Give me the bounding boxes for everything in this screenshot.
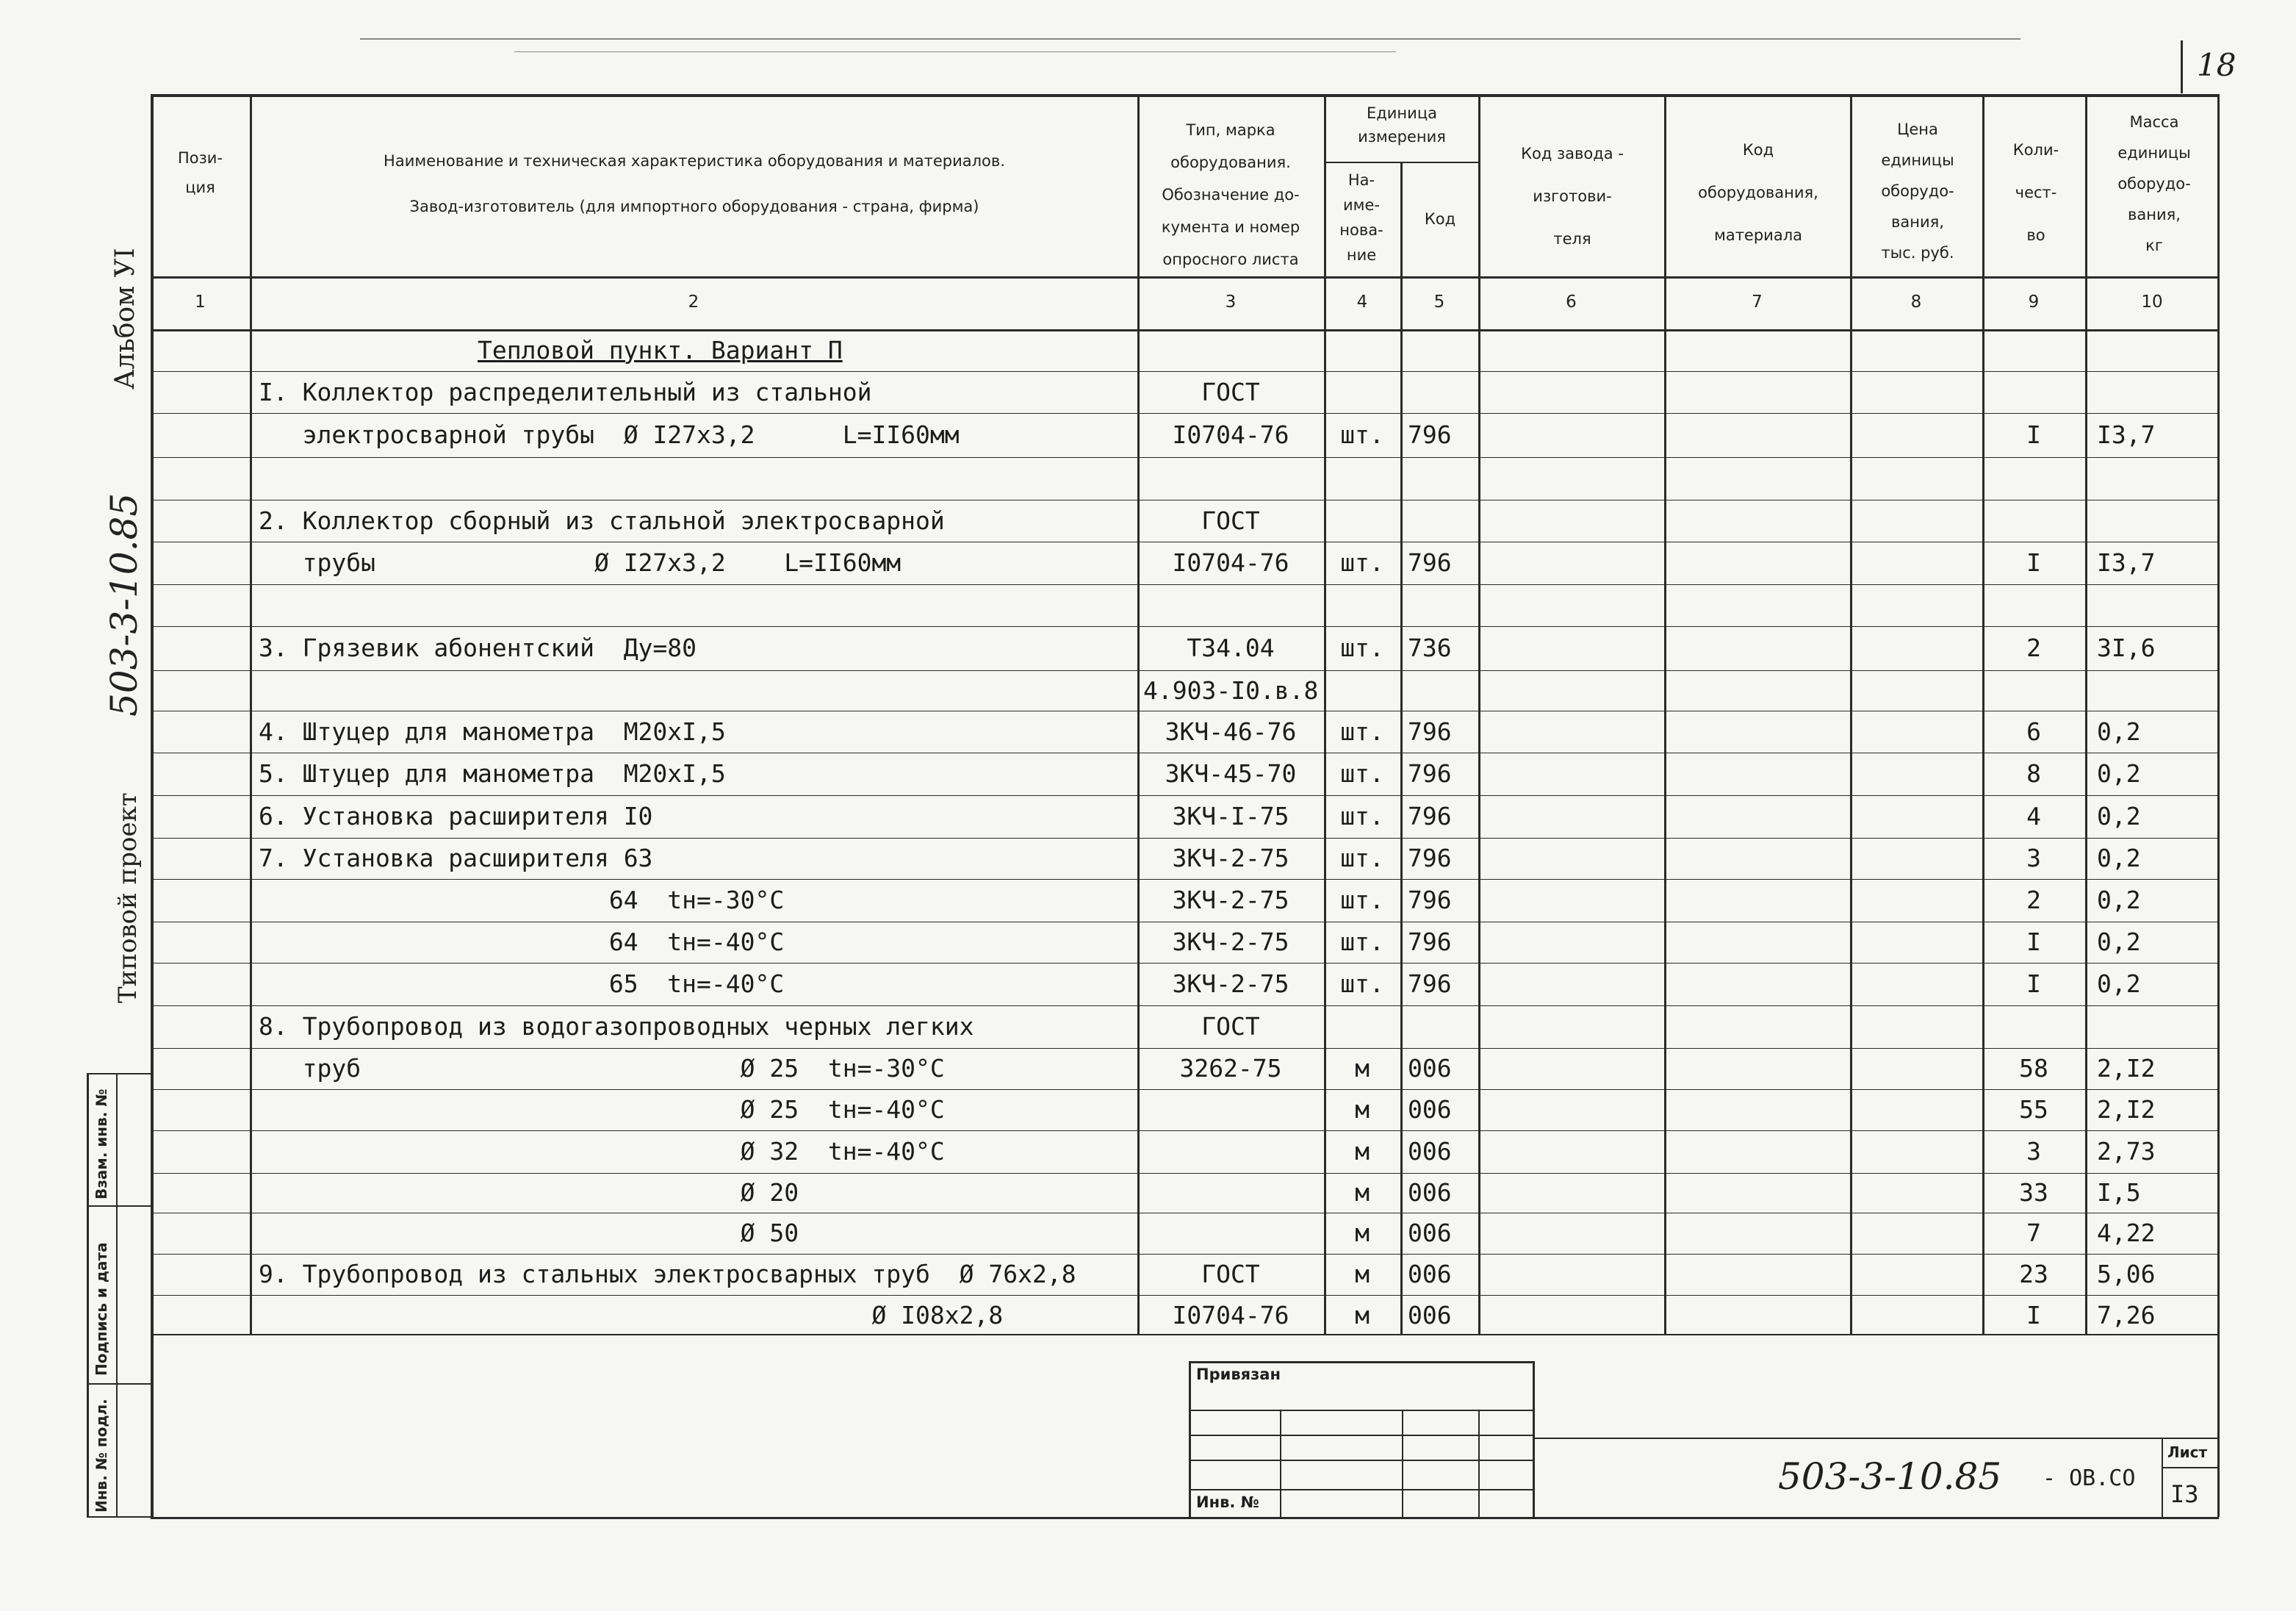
header-number-8: 8	[1910, 293, 1922, 312]
row-name: 9. Трубопровод из стальных электросварных труб Ø 76х2,8	[259, 1260, 1076, 1288]
header-col-type: Тип, марка оборудования. Обозначение до- кумента и номер опросного листа	[1161, 121, 1300, 268]
row-document: 3КЧ-2-75	[1172, 844, 1289, 872]
row-line-23	[151, 1295, 2219, 1296]
row-line-20	[151, 1173, 2219, 1174]
stamp-top	[87, 1073, 151, 1074]
row-quantity: 33	[2019, 1178, 2048, 1207]
stamp-div-2	[87, 1383, 151, 1385]
row-quantity: 55	[2019, 1095, 2048, 1124]
header-number-10: 10	[2141, 293, 2163, 312]
row-unit: м	[1355, 1137, 1370, 1166]
row-mass: 0,2	[2097, 759, 2141, 788]
title-block-v3	[1478, 1410, 1480, 1517]
row-quantity: 3	[2026, 844, 2041, 872]
row-quantity: 3	[2026, 1137, 2041, 1166]
column-line-5	[1478, 94, 1480, 1334]
row-document: 3КЧ-2-75	[1172, 969, 1289, 998]
row-quantity: 58	[2019, 1054, 2048, 1083]
row-name: 7. Установка расширителя 63	[259, 844, 653, 872]
row-unit: м	[1355, 1095, 1370, 1124]
column-line-9	[2085, 94, 2087, 1334]
row-document: ГОСТ	[1201, 377, 1260, 406]
row-name: 4. Штуцер для манометра М20хI,5	[259, 717, 726, 746]
row-document: 3262-75	[1179, 1054, 1282, 1083]
header-number-2: 2	[688, 293, 699, 312]
row-mass: 5,06	[2097, 1260, 2156, 1288]
row-unit: м	[1355, 1260, 1370, 1288]
column-line-1	[250, 94, 252, 1334]
row-unit-code: 006	[1408, 1219, 1452, 1247]
page-number: 18	[2197, 47, 2236, 83]
row-name: 65 tн=-40°С	[259, 969, 785, 998]
row-name: 3. Грязевик абонентский Ду=80	[259, 634, 697, 662]
header-col-name: Наименование и техническая характеристика оборудования и материалов. Завод-изготовитель (для импортного оборудования - страна, фирма)	[384, 152, 1005, 215]
page-number-divider	[2181, 40, 2183, 93]
row-document: I0704-76	[1172, 1301, 1289, 1330]
header-col-unit-code: Код	[1424, 210, 1456, 228]
row-unit: шт.	[1340, 928, 1384, 956]
row-name: I. Коллектор распределительный из стальной	[259, 377, 872, 406]
row-unit-code: 006	[1408, 1054, 1452, 1083]
row-unit: м	[1355, 1054, 1370, 1083]
row-unit-code: 006	[1408, 1095, 1452, 1124]
row-mass: 7,26	[2097, 1301, 2156, 1330]
row-line-12	[151, 838, 2219, 839]
frame-bottom	[151, 1517, 2219, 1519]
row-unit: шт.	[1340, 420, 1384, 449]
header-number-6: 6	[1566, 293, 1577, 312]
row-document: 3КЧ-45-70	[1165, 759, 1297, 788]
row-unit: шт.	[1340, 717, 1384, 746]
row-name: электросварной трубы Ø I27x3,2 L=II60мм	[259, 420, 960, 449]
row-mass: 2,I2	[2097, 1054, 2156, 1083]
doc-code-line	[1534, 1438, 2219, 1439]
header-col-equipment-code: Код оборудования, материала	[1698, 141, 1818, 244]
row-document: Т34.04	[1187, 634, 1275, 662]
row-document: ГОСТ	[1201, 1260, 1260, 1288]
column-line-4	[1400, 162, 1403, 1334]
stamp-vzam-inv: Взам. инв. №	[93, 1088, 110, 1199]
row-line-2	[151, 413, 2219, 414]
stamp-podpis-data: Подпись и дата	[93, 1242, 110, 1376]
row-mass: 2,I2	[2097, 1095, 2156, 1124]
top-decor-line-2	[514, 51, 1396, 52]
row-unit: шт.	[1340, 886, 1384, 914]
row-quantity: 2	[2026, 634, 2041, 662]
row-unit-code: 796	[1408, 969, 1452, 998]
row-unit: м	[1355, 1178, 1370, 1207]
row-mass: 0,2	[2097, 969, 2141, 998]
row-document: ГОСТ	[1201, 506, 1260, 535]
row-mass: I,5	[2097, 1178, 2141, 1207]
title-block-top	[1189, 1361, 1534, 1363]
row-unit-code: 736	[1408, 634, 1452, 662]
header-number-1: 1	[195, 293, 206, 312]
row-document: 3КЧ-2-75	[1172, 886, 1289, 914]
doc-suffix: - ОВ.СО	[2043, 1465, 2136, 1491]
row-unit-code: 796	[1408, 802, 1452, 830]
row-mass: 2,73	[2097, 1137, 2156, 1166]
project-code-side: 503-3-10.85	[103, 492, 145, 717]
title-block-right	[1533, 1361, 1535, 1517]
row-name: 64 tн=-40°С	[259, 928, 785, 956]
header-number-3: 3	[1225, 293, 1237, 312]
column-line-2	[1137, 94, 1140, 1334]
row-name: Ø 20	[259, 1178, 799, 1207]
row-mass: 0,2	[2097, 844, 2141, 872]
row-document: 3КЧ-2-75	[1172, 928, 1289, 956]
row-quantity: 8	[2026, 759, 2041, 788]
header-col-unit: Единица измерения	[1358, 104, 1446, 146]
row-line-18	[151, 1089, 2219, 1090]
header-col-position: Пози- ция	[177, 149, 223, 196]
header-col-quantity: Коли- чест- во	[2012, 141, 2059, 244]
row-line-3	[151, 457, 2219, 458]
row-line-16	[151, 1005, 2219, 1006]
row-name: 2. Коллектор сборный из стальной электросварной	[259, 506, 945, 535]
header-number-7: 7	[1752, 293, 1763, 312]
row-mass: 0,2	[2097, 802, 2141, 830]
row-line-22	[151, 1254, 2219, 1255]
privyazan-label: Привязан	[1196, 1366, 1281, 1383]
row-document: ГОСТ	[1201, 1012, 1260, 1041]
row-quantity: I	[2026, 420, 2041, 449]
sheet-label: Лист	[2167, 1443, 2208, 1461]
row-unit-code: 796	[1408, 886, 1452, 914]
row-line-1	[151, 371, 2219, 372]
row-line-6	[151, 584, 2219, 585]
row-unit-code: 796	[1408, 844, 1452, 872]
row-name: трубы Ø I27x3,2 L=II60мм	[259, 548, 902, 577]
row-quantity: 4	[2026, 802, 2041, 830]
row-name: Ø 50	[259, 1219, 799, 1247]
row-mass: 4,22	[2097, 1219, 2156, 1247]
row-unit-code: 796	[1408, 759, 1452, 788]
header-col-factory-code: Код завода - изготови- теля	[1521, 145, 1624, 248]
section-title: Тепловой пункт. Вариант П	[478, 335, 843, 365]
row-name: 64 tн=-30°С	[259, 886, 785, 914]
sheet-box-left	[2162, 1438, 2163, 1517]
body-bottom-line	[151, 1334, 2219, 1335]
row-quantity: 6	[2026, 717, 2041, 746]
row-name: Ø 32 tн=-40°С	[259, 1137, 945, 1166]
title-block-h4	[1189, 1489, 1534, 1490]
header-col-mass: Масса единицы оборудо- вания, кг	[2117, 113, 2191, 254]
project-type-label: Типовой проект	[113, 792, 143, 1003]
row-mass: 0,2	[2097, 717, 2141, 746]
row-line-7	[151, 626, 2219, 627]
title-block-h1	[1189, 1410, 1534, 1411]
title-block-v2	[1402, 1410, 1403, 1517]
title-block-left	[1189, 1361, 1191, 1517]
title-block-v1	[1280, 1410, 1281, 1517]
stamp-inv-podl: Инв. № подл.	[93, 1399, 110, 1513]
row-unit-code: 006	[1408, 1260, 1452, 1288]
row-unit-code: 796	[1408, 548, 1452, 577]
row-name: Ø I08х2,8	[259, 1301, 1004, 1330]
row-unit-code: 796	[1408, 717, 1452, 746]
header-col-unit-name: На- име- нова- ние	[1339, 171, 1383, 264]
row-unit-code: 796	[1408, 928, 1452, 956]
sheet-number: I3	[2170, 1480, 2199, 1508]
row-mass: 3I,6	[2097, 634, 2156, 662]
row-document: 3КЧ-I-75	[1172, 802, 1289, 830]
row-line-15	[151, 963, 2219, 964]
number-row-bottom-line	[151, 329, 2219, 331]
row-unit-code: 006	[1408, 1178, 1452, 1207]
row-name: 6. Установка расширителя I0	[259, 802, 653, 830]
title-block-h2	[1189, 1435, 1534, 1436]
row-quantity: I	[2026, 928, 2041, 956]
row-name: 5. Штуцер для манометра М20хI,5	[259, 759, 726, 788]
header-number-4: 4	[1356, 293, 1368, 312]
row-quantity: 7	[2026, 1219, 2041, 1247]
row-document: I0704-76	[1172, 420, 1289, 449]
row-unit: м	[1355, 1219, 1370, 1247]
header-number-5: 5	[1433, 293, 1445, 312]
row-quantity: I	[2026, 1301, 2041, 1330]
row-mass: I3,7	[2097, 548, 2156, 577]
row-mass: 0,2	[2097, 928, 2141, 956]
row-unit-code: 006	[1408, 1137, 1452, 1166]
row-name: 8. Трубопровод из водогазопроводных черных легких	[259, 1012, 974, 1041]
row-unit: шт.	[1340, 969, 1384, 998]
stamp-div-1	[87, 1205, 151, 1207]
row-document: I0704-76	[1172, 548, 1289, 577]
title-block-h3	[1189, 1460, 1534, 1461]
row-line-8	[151, 670, 2219, 671]
row-unit: шт.	[1340, 844, 1384, 872]
row-unit: шт.	[1340, 548, 1384, 577]
header-number-9: 9	[2028, 293, 2040, 312]
header-col-price: Цена единицы оборудо- вания, тыс. руб.	[1881, 121, 1954, 262]
row-quantity: I	[2026, 969, 2041, 998]
frame-top	[151, 94, 2219, 97]
row-name: труб Ø 25 tн=-30°С	[259, 1054, 945, 1083]
row-unit-code: 796	[1408, 420, 1452, 449]
doc-code: 503-3-10.85	[1778, 1455, 2002, 1498]
row-mass: 0,2	[2097, 886, 2141, 914]
stamp-bottom	[87, 1516, 151, 1518]
row-unit: м	[1355, 1301, 1370, 1330]
row-name: Ø 25 tн=-40°С	[259, 1095, 945, 1124]
row-line-11	[151, 795, 2219, 796]
header-bottom-line	[151, 276, 2219, 279]
top-decor-line	[360, 38, 2020, 40]
column-line-6	[1664, 94, 1666, 1334]
sheet-box-mid	[2162, 1467, 2219, 1468]
row-unit-code: 006	[1408, 1301, 1452, 1330]
row-unit: шт.	[1340, 634, 1384, 662]
row-document: 4.903-I0.в.8	[1143, 675, 1319, 705]
row-unit: шт.	[1340, 759, 1384, 788]
row-line-13	[151, 879, 2219, 880]
column-line-7	[1850, 94, 1852, 1334]
album-label: Альбом УI	[110, 248, 140, 390]
row-quantity: I	[2026, 548, 2041, 577]
row-line-19	[151, 1130, 2219, 1131]
stamp-outer-left	[87, 1073, 89, 1518]
row-unit: шт.	[1340, 802, 1384, 830]
row-quantity: 23	[2019, 1260, 2048, 1288]
row-line-17	[151, 1048, 2219, 1049]
row-document: 3КЧ-46-76	[1165, 717, 1297, 746]
row-quantity: 2	[2026, 886, 2041, 914]
inv-no-label: Инв. №	[1196, 1493, 1259, 1511]
stamp-inner-line	[116, 1073, 118, 1518]
row-mass: I3,7	[2097, 420, 2156, 449]
